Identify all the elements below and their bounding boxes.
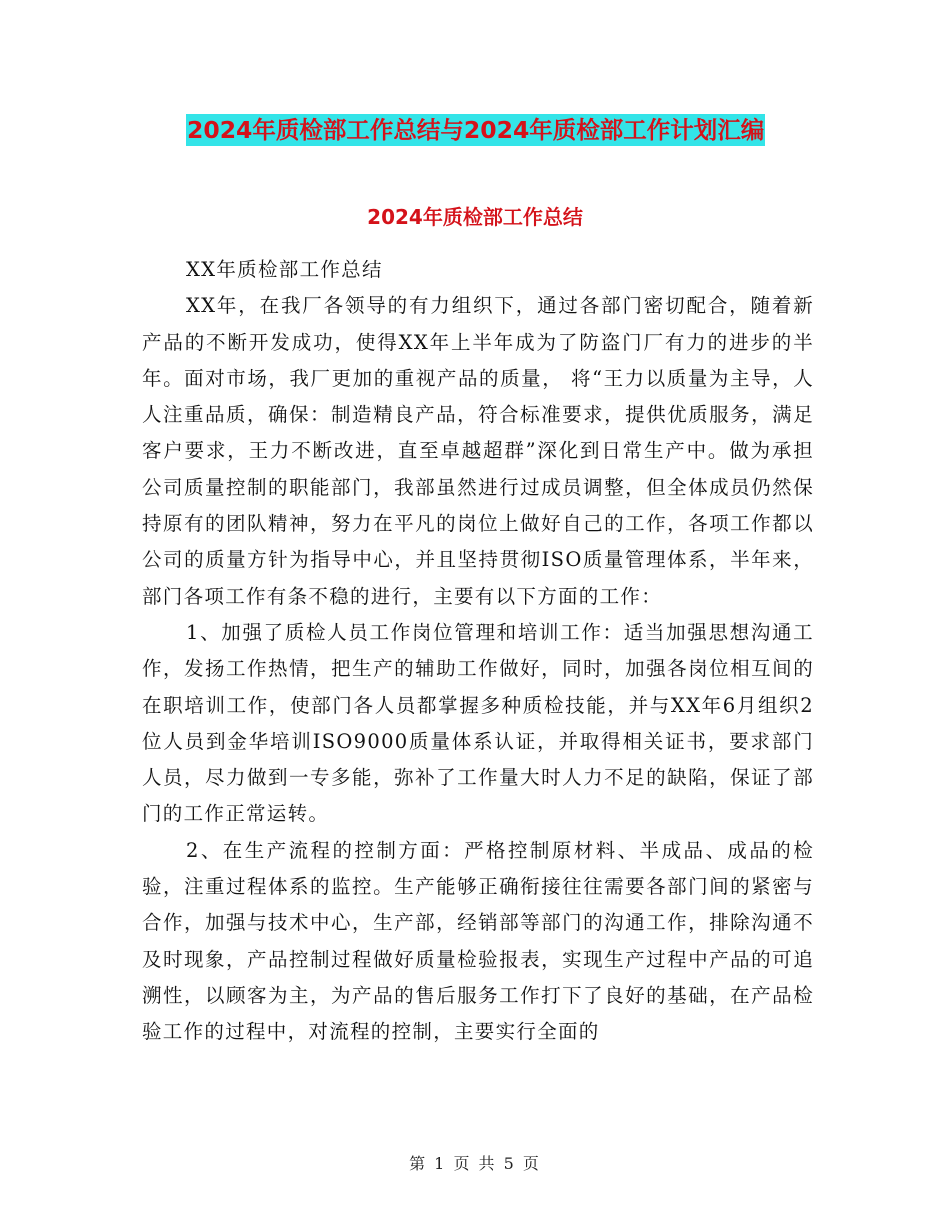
page-number-footer: 第 1 页 共 5 页 <box>409 1154 541 1173</box>
paragraph: XX年，在我厂各领导的有力组织下，通过各部门密切配合，随着新产品的不断开发成功，使得XX年上半年成为了防盗门厂有力的进步的半年。面对市场，我厂更加的重视产品的质量， 将“王力以质量为主导，人人注重品质，确保：制造精良产品，符合标准要求，提供优质服务，满足客户要求，王力不断改进，直至卓越超群”深化到日常生产中。做为承担公司质量控制的职能部门，我部虽然进行过成员调整，但全体成员仍然保持原有的团队精神，努力在平凡的岗位上做好自己的工作，各项工作都以公司的质量方针为指导中心，并且坚持贯彻ISO质量管理体系，半年来，部门各项工作有条不稳的进行，主要有以下方面的工作： <box>142 294 814 608</box>
paragraph-heading: XX年质检部工作总结 <box>186 258 383 281</box>
document-main-title: 2024年质检部工作总结与2024年质检部工作计划汇编 <box>187 116 765 144</box>
paragraph: 2、在生产流程的控制方面：严格控制原材料、半成品、成品的检验，注重过程体系的监控。生产能够正确衔接往往需要各部门间的紧密与合作，加强与技术中心，生产部，经销部等部门的沟通工作，排除沟通不及时现象，产品控制过程做好质量检验报表，实现生产过程中产品的可追溯性，以顾客为主，为产品的售后服务工作打下了良好的基础，在产品检验工作的过程中，对流程的控制，主要实行全面的 <box>142 838 814 1044</box>
paragraph: 1、加强了质检人员工作岗位管理和培训工作：适当加强思想沟通工作，发扬工作热情，把生产的辅助工作做好，同时，加强各岗位相互间的在职培训工作，使部门各人员都掌握多种质检技能，并与XX年6月组织2位人员到金华培训ISO9000质量体系认证，并取得相关证书，要求部门人员，尽力做到一专多能，弥补了工作量大时人力不足的缺陷，保证了部门的工作正常运转。 <box>142 620 814 826</box>
document-body <box>142 222 814 1051</box>
section-title: 2024年质检部工作总结 <box>367 205 583 229</box>
